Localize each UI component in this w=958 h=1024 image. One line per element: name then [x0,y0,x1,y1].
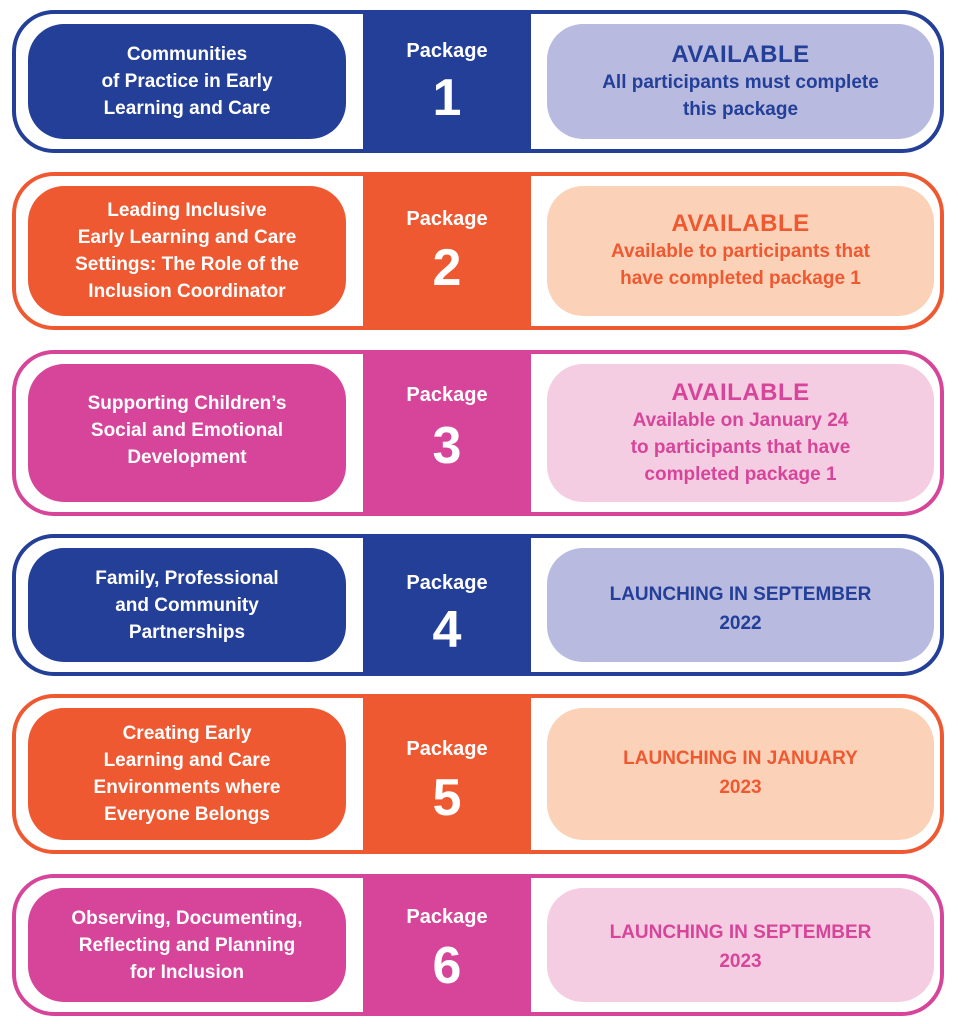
package-number: 4 [432,601,462,659]
package-number: 3 [432,417,462,475]
package-name: Leading Inclusive Early Learning and Care Settings: The Role of the Inclusion Coordinator [28,186,346,316]
status-detail: Available to participants that have completed package 1 [610,241,870,289]
package-status [547,888,934,1002]
status-detail: All participants must complete this package [602,71,879,120]
package-name: Creating Early Learning and Care Environments where Everyone Belongs [28,708,346,840]
package-number: 1 [432,69,462,127]
status-launch: LAUNCHING IN JANUARY 2023 [623,748,858,798]
package-card-2 [12,172,944,330]
package-card-1 [12,10,944,153]
package-name: Supporting Children’s Social and Emotional Development [28,364,346,502]
package-status [547,186,934,316]
package-label: Package [406,40,488,62]
package-status [547,708,934,840]
package-label: Package [406,572,488,594]
package-name: Family, Professional and Community Partnerships [28,548,346,662]
package-status [547,364,934,502]
package-label: Package [406,738,488,760]
package-status [547,548,934,662]
package-card-5 [12,694,944,854]
package-number: 5 [432,769,462,827]
package-card-3 [12,350,944,516]
status-detail: Available on January 24 to participants that have completed package 1 [630,409,851,485]
package-name: Observing, Documenting, Reflecting and Planning for Inclusion [28,888,346,1002]
status-launch: LAUNCHING IN SEPTEMBER 2023 [609,922,872,972]
package-number: 2 [432,239,462,297]
package-number: 6 [432,937,462,995]
status-title: AVAILABLE [671,210,810,237]
package-status [547,24,934,139]
package-card-4 [12,534,944,676]
package-name: Communities of Practice in Early Learning and Care [28,24,346,139]
package-label: Package [406,384,488,406]
status-title: AVAILABLE [671,40,810,68]
package-card-6 [12,874,944,1016]
status-launch: LAUNCHING IN SEPTEMBER 2022 [609,584,872,634]
status-title: AVAILABLE [671,378,810,406]
package-label: Package [406,906,488,928]
package-label: Package [406,208,488,230]
